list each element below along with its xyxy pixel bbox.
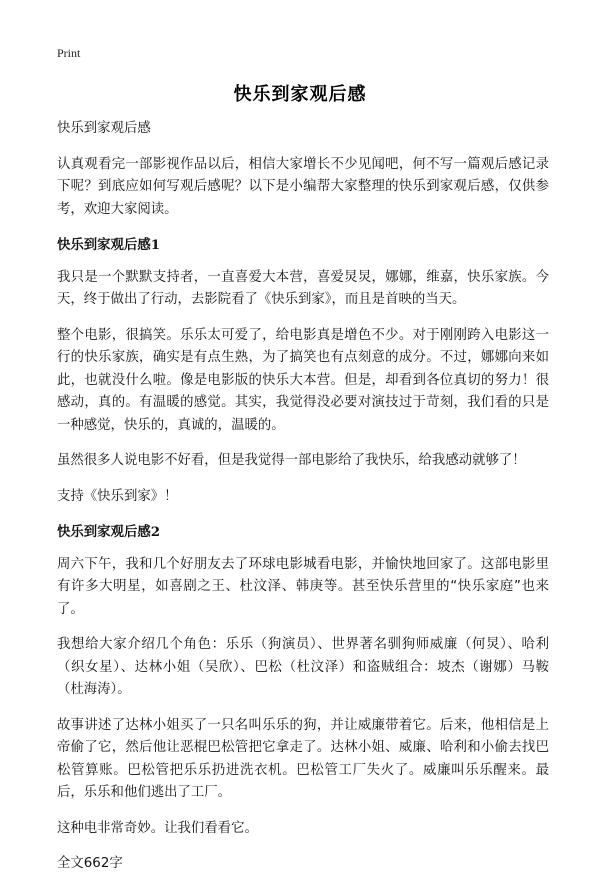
section-2-paragraph-4: 这种电非常奇妙。让我们看看它。 bbox=[57, 820, 258, 836]
word-count: 全文662字 bbox=[57, 856, 123, 871]
section-1-paragraph-1: 我只是一个默默支持者，一直喜爱大本营，喜爱炅炅，娜娜，维嘉，快乐家族。今天，终于做出了行动，去影院看了《快乐到家》，而且是首映的当天。 bbox=[57, 269, 549, 307]
print-label: Print bbox=[57, 46, 81, 60]
section-2-paragraph-1: 周六下午，我和几个好朋友去了环球电影城看电影，并愉快地回家了。这部电影里有许多大明星，如喜剧之王、杜汶泽、韩庚等。甚至快乐营里的“快乐家庭”也来了。 bbox=[57, 556, 549, 617]
section-1-paragraph-2: 整个电影，很搞笑。乐乐太可爱了，给电影真是增色不少。对于刚刚跨入电影这一行的快乐家族，确实是有点生熟，为了搞笑也有点刻意的成分。不过，娜娜向来如此，也就没什么啦。像是电影版的快乐大本营。但是，却看到各位真切的努力！很感动，真的。有温暖的感觉。其实，我觉得没必要对演技过于苛刻，我们看的只是一种感觉，快乐的，真诚的，温暖的。 bbox=[57, 327, 549, 433]
page-title: 快乐到家观后感 bbox=[233, 84, 367, 105]
section-2-paragraph-3: 故事讲述了达林小姐买了一只名叫乐乐的狗，并让威廉带着它。后来，他相信是上帝偷了它，然后他让恶棍巴松管把它拿走了。达林小姐、威廉、哈利和小偷去找巴松管算账。巴松管把乐乐扔进洗衣机。巴松管工厂失火了。威廉叫乐乐醒来。最后，乐乐和他们逃出了工厂。 bbox=[57, 717, 549, 800]
section-1-heading: 快乐到家观后感1 bbox=[57, 237, 161, 253]
section-2-heading: 快乐到家观后感2 bbox=[57, 524, 161, 540]
section-1-paragraph-3: 虽然很多人说电影不好看，但是我觉得一部电影给了我快乐，给我感动就够了！ bbox=[57, 453, 526, 468]
document-body bbox=[57, 118, 549, 889]
section-1-paragraph-4: 支持《快乐到家》！ bbox=[57, 488, 178, 504]
intro-paragraph: 认真观看完一部影视作品以后，相信大家增长不少见闻吧，何不写一篇观后感记录下呢？到底应如何写观后感呢？以下是小编帮大家整理的快乐到家观后感，仅供参考，欢迎大家阅读。 bbox=[57, 156, 549, 217]
document-subtitle: 快乐到家观后感 bbox=[57, 121, 151, 136]
section-2-paragraph-2: 我想给大家介绍几个角色：乐乐（狗演员）、世界著名驯狗师威廉（何炅）、哈利（织女星）、达林小姐（吴欣）、巴松（杜汶泽）和盗贼组合：坡杰（谢娜）马鞍（杜海涛）。 bbox=[57, 637, 549, 697]
